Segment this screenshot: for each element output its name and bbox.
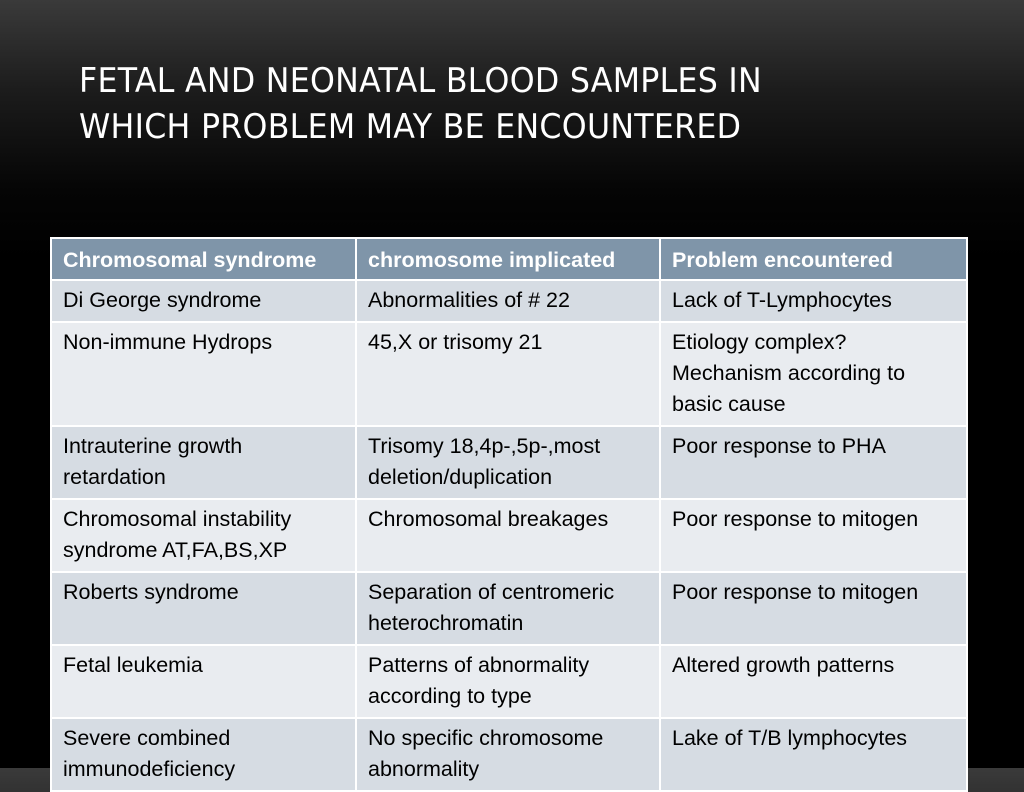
cell-problem: Etiology complex? Mechanism according to basic cause — [660, 322, 967, 426]
syndrome-table — [50, 237, 968, 792]
cell-chromosome: Patterns of abnormality according to type — [356, 645, 660, 718]
cell-chromosome: Separation of centromeric heterochromatin — [356, 572, 660, 645]
cell-syndrome: Di George syndrome — [51, 280, 356, 322]
table-row — [51, 322, 967, 426]
table-row — [51, 645, 967, 718]
header-chromosome-implicated: chromosome implicated — [356, 238, 660, 280]
cell-chromosome: 45,X or trisomy 21 — [356, 322, 660, 426]
cell-problem: Poor response to mitogen — [660, 499, 967, 572]
cell-problem: Altered growth patterns — [660, 645, 967, 718]
cell-syndrome: Severe combined immunodeficiency — [51, 718, 356, 791]
table-row — [51, 426, 967, 499]
slide-title-line-2: WHICH PROBLEM MAY BE ENCOUNTERED — [79, 107, 742, 147]
table-header-row — [51, 238, 967, 280]
cell-chromosome: No specific chromosome abnormality — [356, 718, 660, 791]
cell-chromosome: Abnormalities of # 22 — [356, 280, 660, 322]
cell-syndrome: Fetal leukemia — [51, 645, 356, 718]
cell-problem: Lake of T/B lymphocytes — [660, 718, 967, 791]
cell-chromosome: Chromosomal breakages — [356, 499, 660, 572]
table-row — [51, 499, 967, 572]
cell-syndrome: Roberts syndrome — [51, 572, 356, 645]
table-row — [51, 572, 967, 645]
cell-problem: Poor response to PHA — [660, 426, 967, 499]
table-row — [51, 280, 967, 322]
cell-problem: Lack of T-Lymphocytes — [660, 280, 967, 322]
header-problem-encountered: Problem encountered — [660, 238, 967, 280]
syndrome-table-container — [50, 237, 966, 792]
slide-title — [79, 58, 897, 150]
cell-syndrome: Chromosomal instability syndrome AT,FA,BS,XP — [51, 499, 356, 572]
cell-problem: Poor response to mitogen — [660, 572, 967, 645]
table-row — [51, 718, 967, 791]
header-chromosomal-syndrome: Chromosomal syndrome — [51, 238, 356, 280]
slide-title-line-1: FETAL AND NEONATAL BLOOD SAMPLES IN — [79, 61, 762, 101]
cell-syndrome: Non-immune Hydrops — [51, 322, 356, 426]
cell-syndrome: Intrauterine growth retardation — [51, 426, 356, 499]
cell-chromosome: Trisomy 18,4p-,5p-,most deletion/duplication — [356, 426, 660, 499]
